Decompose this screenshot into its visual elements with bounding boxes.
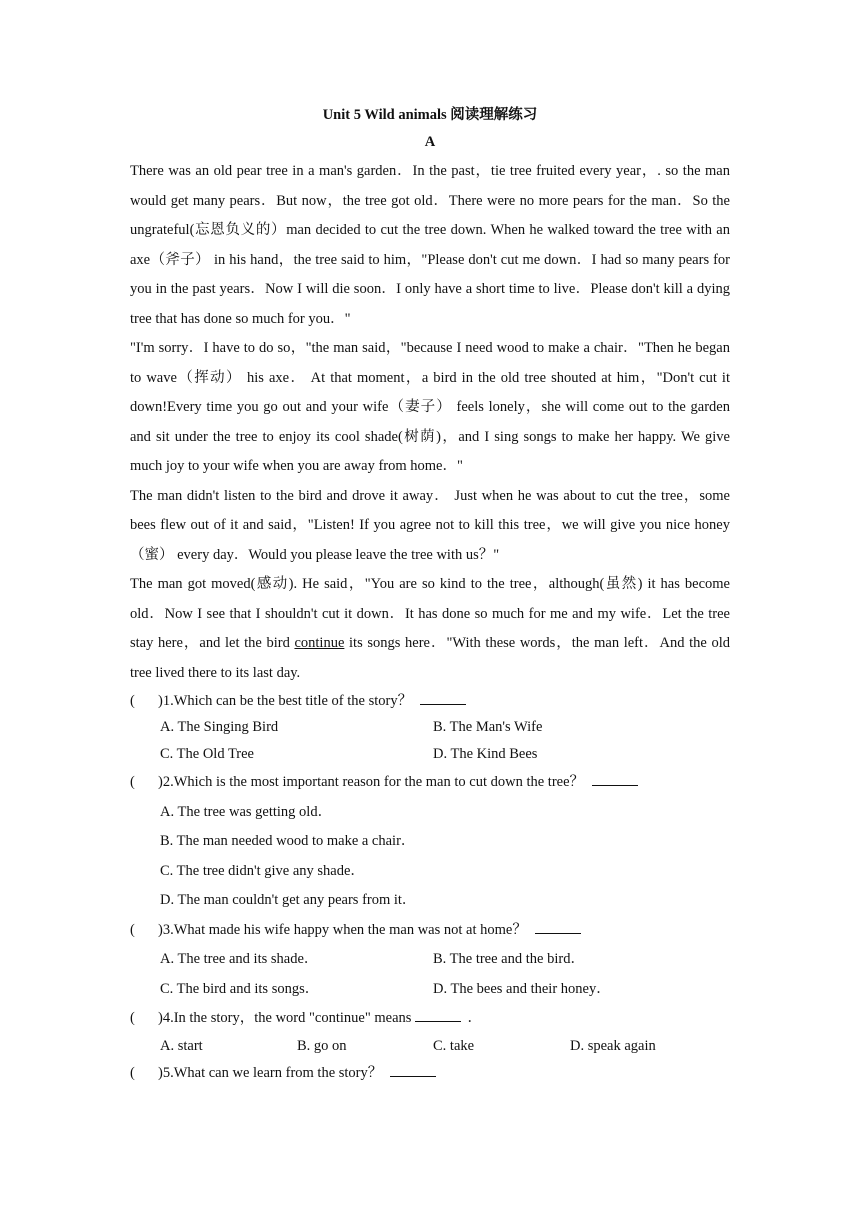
answer-paren: ( [130, 921, 135, 938]
option-b: B. go on [297, 1038, 347, 1054]
option-d: D. The man couldn't get any pears from it． [160, 892, 417, 908]
options-row [130, 714, 730, 741]
question-1 [130, 688, 730, 714]
worksheet-content [130, 103, 730, 1086]
answer-paren: ( [130, 1010, 135, 1026]
option-b: B. The man needed wood to make a chair． [160, 833, 416, 849]
passage-text: The man got moved(感动). He said，"You are so kind to the tree，although(虽然) it has become old．Now I see that I shouldn't cut it down．It has done so much for me and my wife．Let the tree stay here，and let the bird [130, 576, 730, 651]
section-label: A [424, 134, 436, 150]
underlined-word: continue [294, 635, 345, 651]
question-text: )3.What made his wife happy when the man was not at home？ [158, 916, 581, 946]
answer-paren: ( [130, 1065, 135, 1081]
question-4 [130, 1004, 730, 1033]
option-b: B. The Man's Wife [433, 719, 543, 735]
answer-blank[interactable] [390, 1061, 436, 1077]
answer-paren: ( [130, 693, 135, 709]
option-a: A. start [160, 1038, 203, 1054]
option-b: B. The tree and the bird． [433, 951, 585, 967]
worksheet-title: Unit 5 Wild animals 阅读理解练习 [322, 107, 538, 123]
question-2 [130, 768, 730, 798]
option-c: C. The tree didn't give any shade． [160, 862, 365, 879]
option-d: D. speak again [570, 1038, 656, 1054]
question-text: )5.What can we learn from the story？ [158, 1060, 436, 1086]
option-d: D. The Kind Bees [433, 746, 538, 762]
answer-blank[interactable] [420, 689, 466, 705]
answer-blank[interactable] [535, 918, 581, 934]
question-text: )2.Which is the most important reason for the man to cut down the tree？ [158, 768, 638, 798]
option-d: D. The bees and their honey． [433, 980, 611, 997]
options-row [130, 945, 730, 975]
option-a: A. The tree and its shade． [160, 951, 319, 967]
option-a: A. The tree was getting old． [160, 803, 333, 820]
passage-paragraph-4 [130, 570, 730, 688]
option-a: A. The Singing Bird [160, 719, 279, 735]
answer-blank[interactable] [592, 770, 638, 786]
option-c: C. The bird and its songs． [160, 980, 320, 997]
passage-paragraph-2: "I'm sorry．I have to do so，"the man said，"because I need wood to make a chair．"Then he began to wave（挥动） his axe． At that moment，a bird in the old tree shouted at him，"Don't cut it down!Every time you go out and your wife（妻子） feels lonely，she will come out to the garden and sit under the tree to enjoy its cool shade(树荫)，and I sing songs to make her happy. We give much joy to your wife when you are away from home．" [130, 340, 730, 474]
options-row [130, 741, 730, 768]
question-5 [130, 1060, 730, 1086]
question-text: )4.In the story，the word "continue" means ． [158, 1004, 482, 1033]
question-3 [130, 916, 730, 946]
passage-paragraph-3: The man didn't listen to the bird and drove it away． Just when he was about to cut the tree，some bees flew out of it and said，"Listen! If you agree not to kill this tree，we will give you nice honey（蜜） every day．Would you please leave the tree with us？" [130, 487, 730, 563]
option-c: C. take [433, 1038, 475, 1054]
passage-paragraph-1: There was an old pear tree in a man's garden．In the past，tie tree fruited every year，. so the man would get many pears．But now，the tree got old．There were no more pears for the man．So the ungrateful(忘恩负义的）man decided to cut the tree down. When he walked toward the tree with an axe（斧子） in his hand，the tree said to him，"Please don't cut me down．I had so many pears for you in the past years．Now I will die soon．I only have a short time to live．Please don't kill a dying tree that has done so much for you．" [130, 163, 730, 327]
question-text: )1.Which can be the best title of the story？ [158, 688, 466, 714]
options-row [130, 1033, 730, 1060]
passage-text: its songs here．"With these words，the man left．And the old tree lived there to its last day. [130, 635, 731, 681]
answer-paren: ( [130, 774, 135, 790]
answer-blank[interactable] [415, 1006, 461, 1022]
options-row [130, 975, 730, 1005]
option-c: C. The Old Tree [160, 746, 254, 762]
